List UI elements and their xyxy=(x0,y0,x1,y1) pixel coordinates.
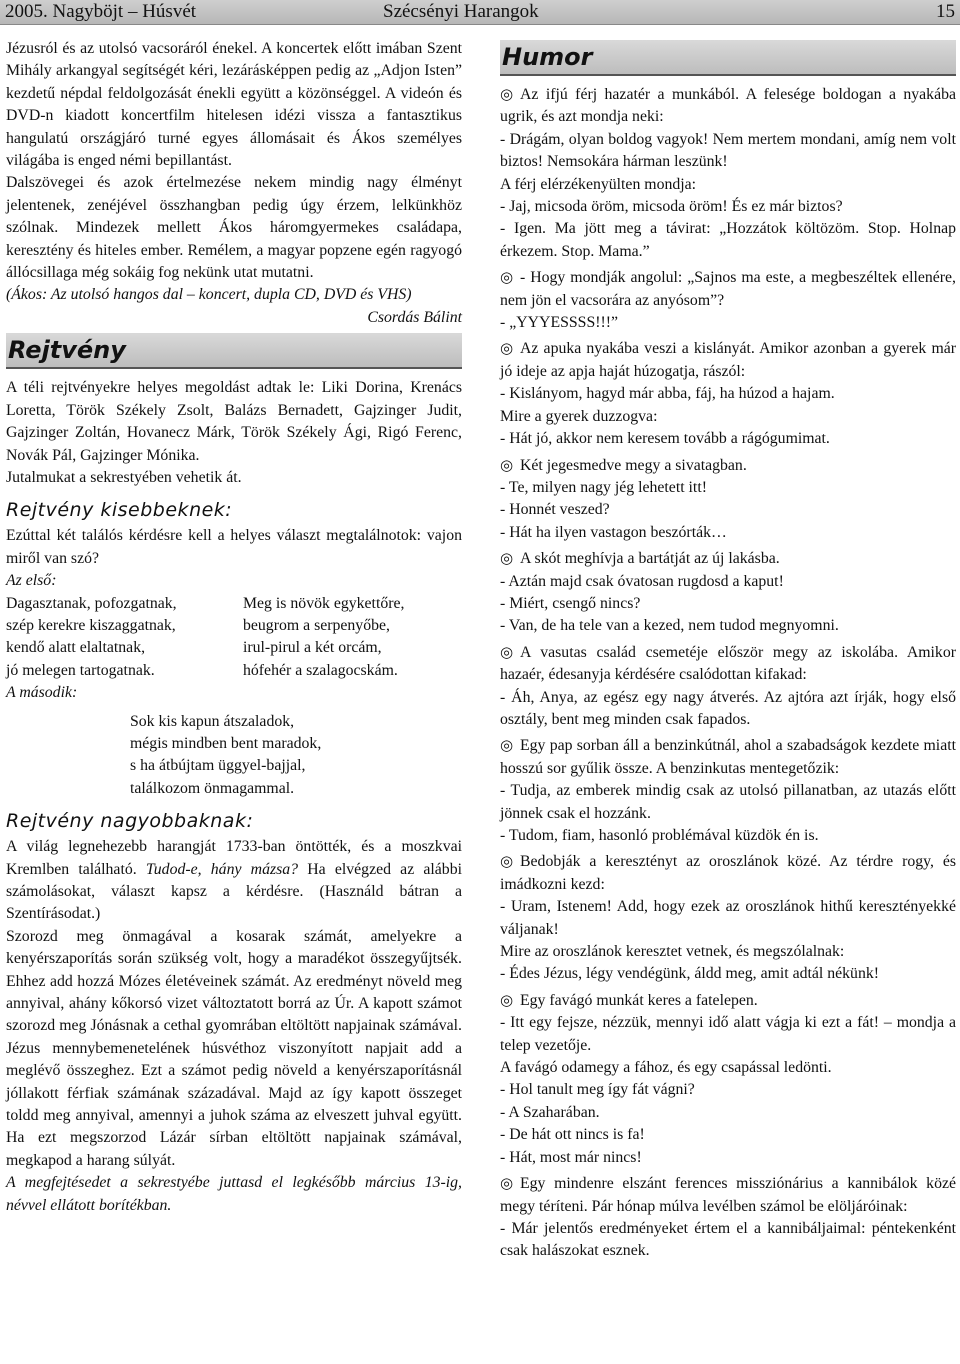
subsection-title-nagyobbaknak: Rejtvény nagyobbaknak: xyxy=(6,810,254,833)
joke-text: - Hol tanult meg így fát vágni? xyxy=(500,1081,695,1099)
poem-line: találkozom önmagammal. xyxy=(130,779,295,797)
poem-line: irul-pirul a két orcám, xyxy=(243,639,382,657)
poem-line: Meg is növök egykettőre, xyxy=(243,594,405,612)
album-note: (Ákos: Az utolsó hangos dal – koncert, dupla CD, DVD és VHS) xyxy=(6,286,412,304)
joke-text: Egy mindenre elszánt ferences missziónárius a kannibálok közé megy téríteni. Pár hónap múlva levélben számol be elöljáróinak: xyxy=(500,1175,956,1215)
joke-text: - Te, milyen nagy jég lehetett itt! xyxy=(500,478,707,496)
joke-item xyxy=(500,990,956,1169)
bullseye-icon: ◎ xyxy=(500,738,514,755)
joke-line xyxy=(500,406,956,428)
right-column xyxy=(500,38,956,1263)
joke-text: A férj elérzékenyülten mondja: xyxy=(500,175,697,193)
joke-text: Egy favágó munkát keres a fatelepen. xyxy=(520,991,758,1009)
joke-line xyxy=(500,687,956,732)
joke-line xyxy=(500,1012,956,1057)
issue-title: 2005. Nagyböjt – Húsvét xyxy=(5,1,197,22)
joke-line xyxy=(500,642,956,687)
joke-text: - Hát, most már nincs! xyxy=(500,1148,642,1166)
bullseye-icon: ◎ xyxy=(500,551,514,568)
joke-line xyxy=(500,383,956,405)
poem-line: beugrom a serpenyőbe, xyxy=(243,616,390,634)
joke-item xyxy=(500,455,956,545)
article-paragraph: Jézusról és az utolsó vacsoráról énekel. A koncertek előtt imában Szent Mihály arkangyal segítségét kéri, lezárásképpen pedig az „Adjon Isten” kezdetű népdal feldolgozását énekli együtt a közönséggel. A videón és DVD-n kiadott koncertfilm hitelesen idézi vissza a fantasztikus hangulatú országjáró turné egyes állomásait és Ákos személyes világába is enged némi bepillantást. xyxy=(6,40,462,170)
riddle-one xyxy=(6,593,462,683)
joke-text: Az apuka nyakába veszi a kislányát. Amikor azonban a gyerek már jó ideje az apja haját húzogatja, rászól: xyxy=(500,340,956,380)
kisebbeknek-intro: Ezúttal két találós kérdésre kell a helyes választ megtalálnotok: vajon miről van szó? xyxy=(6,527,462,567)
riddle-two xyxy=(6,711,462,801)
joke-text: Egy pap sorban áll a benzinkútnál, ahol a szabadságok kezdete miatt hosszú sor gyűlik össze. A benzinkutas mentegetőzik: xyxy=(500,737,956,777)
joke-line xyxy=(500,218,956,263)
joke-item xyxy=(500,851,956,985)
joke-text: - De hát ott nincs is fa! xyxy=(500,1126,645,1144)
joke-text: Mire a gyerek duzzogva: xyxy=(500,407,658,425)
joke-line xyxy=(500,1218,956,1263)
joke-item xyxy=(500,84,956,263)
joke-text: - Igen. Ma jött meg a távirat: „Hozzátok költözöm. Stop. Holnap érkezem. Stop. Mama.” xyxy=(500,220,956,260)
poem-line: mégis mindben bent maradok, xyxy=(130,734,322,752)
joke-line xyxy=(500,735,956,780)
reward-note: Jutalmukat a sekrestyében vehetik át. xyxy=(6,468,242,486)
joke-line xyxy=(500,84,956,129)
joke-text: - Drágám, olyan boldog vagyok! Nem mertem mondani, amíg nem volt biztos! Nemsokára hárman leszünk! xyxy=(500,130,956,171)
joke-line xyxy=(500,780,956,825)
joke-line xyxy=(500,174,956,196)
bullseye-icon: ◎ xyxy=(500,87,514,103)
subsection-title-kisebbeknek: Rejtvény kisebbeknek: xyxy=(6,499,233,522)
joke-text: - Honnét veszed? xyxy=(500,501,610,519)
joke-item xyxy=(500,267,956,334)
joke-line xyxy=(500,990,956,1012)
joke-text: - Már jelentős eredményeket értem el a kannibáljaimal: péntekenként csak halászokat esznek. xyxy=(500,1219,956,1260)
bullseye-icon: ◎ xyxy=(500,854,514,871)
joke-line xyxy=(500,455,956,477)
joke-text: - Jaj, micsoda öröm, micsoda öröm! És ez már biztos? xyxy=(500,198,843,216)
bullseye-icon: ◎ xyxy=(500,992,514,1009)
joke-text: Mire az oroszlánok keresztet vetnek, és megszólalnak: xyxy=(500,943,845,961)
riddle-label-first: Az első: xyxy=(6,572,57,590)
joke-text: - Hát ha ilyen vastagon beszórták… xyxy=(500,523,727,541)
left-column xyxy=(6,38,462,1217)
poem-line: Sok kis kapun átszaladok, xyxy=(130,712,295,730)
poem-line: jó melegen tartogatnak. xyxy=(6,661,155,679)
joke-text: - Áh, Anya, az egész egy nagy átverés. Az ajtóra azt írják, hogy első osztály, bent meg minden csak fapados. xyxy=(500,688,956,728)
joke-text: - Itt egy fejsze, nézzük, mennyi idő alatt vágja ki ezt a fát! – mondja a telep vezetője. xyxy=(500,1014,956,1054)
joke-line xyxy=(500,477,956,499)
riddle-label-second: A második: xyxy=(6,684,78,702)
page-number: 15 xyxy=(936,1,955,22)
poem-line: s ha átbújtam üggyel-bajjal, xyxy=(130,757,306,775)
bullseye-icon: ◎ xyxy=(500,1176,514,1193)
section-title-humor: Humor xyxy=(500,40,956,76)
joke-line xyxy=(500,593,956,615)
joke-text: - „YYYESSSS!!!” xyxy=(500,314,619,332)
joke-line xyxy=(500,1079,956,1101)
joke-item xyxy=(500,735,956,847)
joke-text: - Miért, csengő nincs? xyxy=(500,594,641,612)
joke-line xyxy=(500,571,956,593)
joke-text: - Hogy mondják angolul: „Sajnos ma este, a megbeszéltek ellenére, nem jön el vacsorára az anyósom”? xyxy=(500,269,956,309)
joke-line xyxy=(500,522,956,544)
bullseye-icon: ◎ xyxy=(500,644,514,661)
joke-text: Az ifjú férj hazatér a munkából. A felesége boldogan a nyakába ugrik, és azt mondja neki: xyxy=(500,86,956,126)
joke-text: - Hát jó, akkor nem keresem tovább a rágógumimat. xyxy=(500,430,830,448)
joke-text: - Uram, Istenem! Add, hogy ezek az oroszlánok hithű keresztényekké váljanak! xyxy=(500,898,956,938)
joke-line xyxy=(500,1057,956,1079)
joke-line xyxy=(500,963,956,985)
joke-item xyxy=(500,642,956,732)
joke-text: A skót meghívja a bartátját az új lakásba. xyxy=(520,550,780,568)
joke-line xyxy=(500,941,956,963)
joke-line xyxy=(500,896,956,941)
joke-line xyxy=(500,615,956,637)
joke-line xyxy=(500,851,956,896)
joke-line xyxy=(500,548,956,570)
joke-text: - Kislányom, hagyd már abba, fáj, ha húzod a hajam. xyxy=(500,385,835,403)
joke-text: Bedobják a keresztényt az oroszlánok közé. Az térdre rogy, és imádkozni kezd: xyxy=(500,853,956,893)
poem-line: kendő alatt elaltatnak, xyxy=(6,639,146,657)
joke-text: - Tudom, fiam, hasonló problémával küzdök én is. xyxy=(500,827,819,844)
joke-line xyxy=(500,312,956,334)
joke-text: - Aztán majd csak óvatosan rugdosd a kaput! xyxy=(500,572,784,590)
poem-line: hófehér a szalagocskám. xyxy=(243,661,398,679)
joke-line xyxy=(500,499,956,521)
poem-line: Dagasztanak, pofozgatnak, xyxy=(6,594,177,612)
article-paragraph: Dalszövegei és azok értelmezése nekem mindig nagy élményt jelentenek, zenéjével összhangban pedig úgy érzem, lelkünkhöz szólnak. Mindezek mellett Ákos háromgyermekes családapa, keresztény és hiteles ember. Remélem, a magyar popzene egén ragyogó állócsillaga még sokáig fog nekünk utat mutatni. xyxy=(6,174,462,282)
joke-line xyxy=(500,825,956,847)
joke-line xyxy=(500,428,956,450)
page-header xyxy=(0,0,960,25)
joke-item xyxy=(500,1173,956,1263)
joke-line xyxy=(500,196,956,218)
joke-line xyxy=(500,338,956,383)
joke-text: Két jegesmedve megy a sivatagban. xyxy=(520,456,747,474)
joke-line xyxy=(500,1173,956,1218)
joke-item xyxy=(500,548,956,638)
publication-name: Szécsényi Harangok xyxy=(383,1,539,22)
bullseye-icon: ◎ xyxy=(500,270,514,287)
joke-text: A favágó odamegy a fához, és egy csapással ledönti. xyxy=(500,1059,832,1077)
text-run: Ha elvégzed az alábbi számolásokat, választ kapsz a kérdésre. (Használd bátran a Szentírásodat.) xyxy=(6,860,462,923)
joke-line xyxy=(500,129,956,174)
joke-text: A vasutas család csemetéje először megy az iskolába. Amikor hazaér, édesanyja kérdésére csalódottan kifakad: xyxy=(500,643,956,684)
jokes-list xyxy=(500,84,956,1263)
riddle-one-left xyxy=(6,593,225,683)
section-title-rejtveny: Rejtvény xyxy=(6,333,462,369)
joke-text: - Tudja, az emberek mindig csak az utolsó pillanatban, az utazás előtt jönnek csak el hozzánk. xyxy=(500,782,956,822)
riddle-one-right xyxy=(225,593,462,683)
deadline-note: A megfejtésedet a sekrestyébe juttasd el legkésőbb március 13-ig, névvel ellátott borítékban. xyxy=(6,1174,462,1214)
joke-line xyxy=(500,1147,956,1169)
joke-line xyxy=(500,267,956,312)
joke-line xyxy=(500,1124,956,1146)
author-signature: Csordás Bálint xyxy=(367,308,462,326)
nagyobbaknak-paragraph xyxy=(6,836,462,926)
bullseye-icon: ◎ xyxy=(500,457,514,474)
joke-text: - A Szaharában. xyxy=(500,1103,600,1121)
bullseye-icon: ◎ xyxy=(500,341,514,358)
winners-list: A téli rejtvényekre helyes megoldást adtak le: Liki Dorina, Krenács Loretta, Török Székely Zsolt, Balázs Bernadett, Gajzinger Judit, Gajzinger Zoltán, Hovanecz Márk, Török Székely Ági, Rigó Ferenc, Novák Pál, Gajzinger Mónika. xyxy=(6,379,462,464)
calculation-paragraph: Szorozd meg önmagával a kosarak számát, amelyekre a kenyérszaporítás során szükség volt, hogy a maradékot összegyűjtsék. Ehhez add hozzá Mózes életéveinek számát. Az eredményt növeld meg annyival, ahány kőkorsó vizet változtatott borrá az Úr. A kapott számot szorozd meg Jónásnak a cethal gyomrában eltöltött napjainak számával. Jézus mennybemenetelének húsvéthoz viszonyított napjait add a meglévő összeghez. Ezt a számot pedig növeld a kenyérszaporításnál jóllakott férfiak számának századával. Majd az így kapott összeget toldd meg annyival, amennyi a juhok száma az elveszett juhval együtt. Ha ezt megszorzod Lázár sírban eltöltött napjainak számával, megkapod a harang súlyát. xyxy=(6,927,462,1169)
text-run: A világ legnehezebb harangját 1733-ban öntötték, és a moszkvai Kremlben található. xyxy=(6,838,462,878)
poem-line: szép kerekre kiszaggatnak, xyxy=(6,616,176,634)
joke-text: - Van, de ha tele van a kezed, nem tudod megnyomni. xyxy=(500,617,839,635)
question: Tudod-e, hány mázsa? xyxy=(145,860,299,878)
joke-item xyxy=(500,338,956,450)
joke-text: - Édes Jézus, légy vendégünk, áldd meg, amit adtál nékünk! xyxy=(500,965,880,983)
joke-line xyxy=(500,1102,956,1124)
